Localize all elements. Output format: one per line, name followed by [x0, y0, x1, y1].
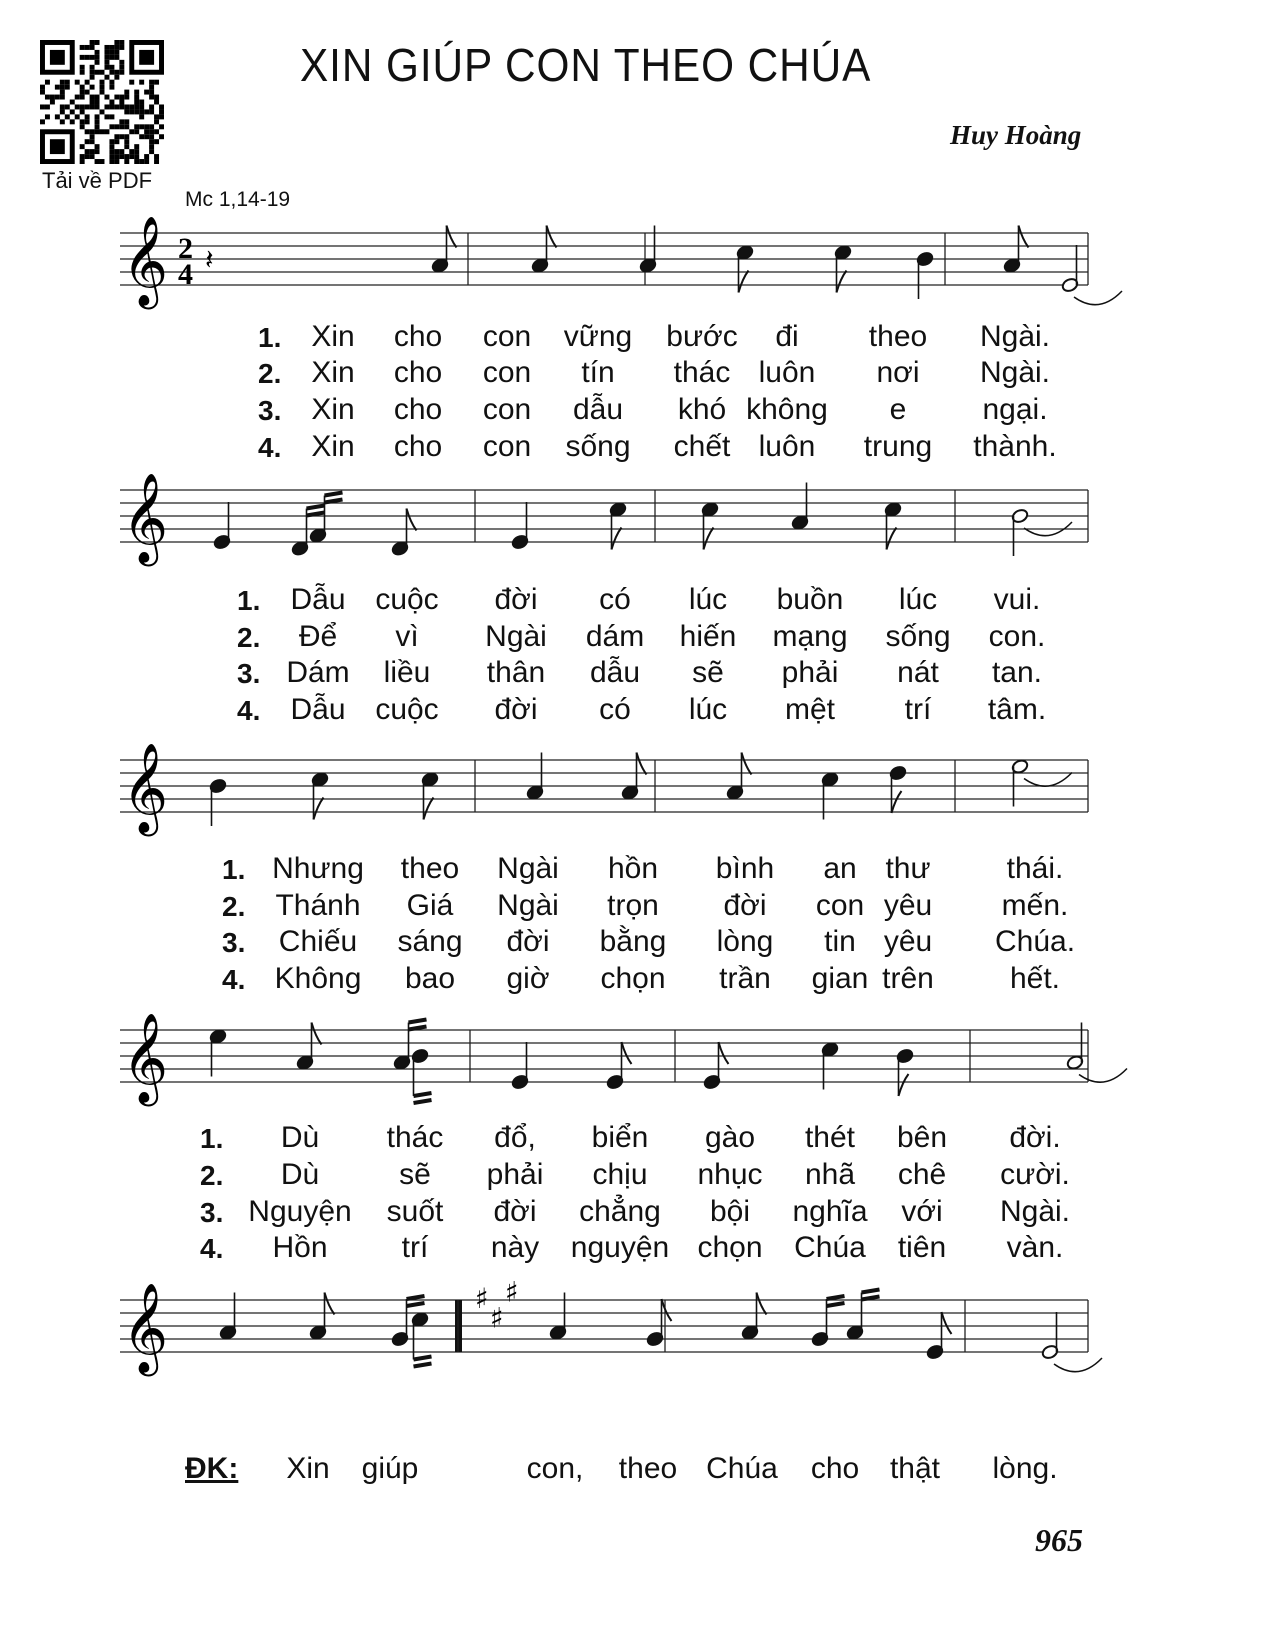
refrain-word: Chúa [706, 1452, 778, 1485]
lyric-word: ngại. [982, 393, 1048, 426]
treble-clef-icon: 𝄞 [122, 1013, 169, 1103]
lyric-word: thân [486, 656, 546, 689]
refrain-label: ĐK: [185, 1452, 239, 1485]
lyric-word: bình [715, 852, 775, 885]
page-number: 965 [1035, 1522, 1083, 1558]
lyric-word: Nhưng [272, 852, 364, 885]
lyric-word: hết. [1009, 962, 1061, 995]
lyric-word: chê [897, 1158, 947, 1191]
lyric-word: Thánh [275, 889, 361, 922]
staff-system [0, 990, 1275, 1130]
lyric-word: Chúa. [994, 925, 1076, 958]
note [1041, 1312, 1102, 1372]
lyric-word: cho [393, 356, 443, 389]
lyric-word: chết [673, 430, 731, 463]
lyric-word: thét [804, 1121, 856, 1154]
verse-number: 1. [222, 854, 246, 885]
lyric-word: nghĩa [792, 1195, 868, 1228]
treble-clef-icon: 𝄞 [122, 473, 169, 563]
lyric-word: bước [666, 320, 738, 353]
lyric-word: trên [882, 962, 934, 995]
staff-system [0, 193, 1275, 333]
lyric-word: mạng [772, 620, 848, 653]
qr-code[interactable] [40, 40, 164, 164]
sharp-icon: ♯ [475, 1282, 489, 1315]
lyric-word: trí [904, 693, 932, 726]
verse-number: 2. [222, 891, 246, 922]
lyric-word: lúc [688, 583, 728, 616]
lyric-word: cười. [1000, 1158, 1070, 1191]
lyric-word: tin [824, 925, 856, 958]
lyric-word: theo [868, 320, 928, 353]
verse-number: 4. [237, 695, 261, 726]
lyric-word: Dám [286, 656, 350, 689]
lyric-word: lúc [898, 583, 938, 616]
lyric-word: dám [585, 620, 645, 653]
note [703, 1042, 729, 1090]
lyric-word: Giá [406, 889, 454, 922]
lyric-word: biển [591, 1121, 649, 1154]
lyric-word: thư [885, 852, 931, 885]
lyric-word: nguyện [570, 1231, 670, 1264]
lyric-word: Xin [311, 356, 355, 389]
note [511, 1042, 529, 1090]
lyric-word: dẫu [589, 656, 641, 689]
lyric-word: Xin [311, 430, 355, 463]
lyric-word: Xin [311, 320, 355, 353]
lyric-word: đời. [1009, 1121, 1061, 1154]
lyric-word: con [482, 430, 532, 463]
lyric-word: sẽ [692, 656, 724, 689]
lyric-word: chẳng [579, 1195, 661, 1228]
lyric-word: con [482, 356, 532, 389]
lyric-word: Để [298, 620, 338, 653]
lyric-word: gào [704, 1121, 756, 1154]
refrain-word: giúp [361, 1452, 419, 1485]
lyric-word: luôn [758, 356, 816, 389]
lyric-word: hiến [679, 620, 737, 653]
lyric-word: vững [563, 320, 633, 353]
lyric-word: hồn [607, 852, 659, 885]
download-pdf-label[interactable]: Tải về PDF [42, 168, 153, 193]
note [309, 493, 343, 544]
verse-number: 1. [200, 1123, 224, 1154]
lyric-word: vì [395, 620, 419, 653]
lyric-word: Dù [280, 1121, 320, 1154]
lyric-word: phải [781, 656, 839, 689]
note [646, 1299, 672, 1347]
lyric-word: sáng [397, 925, 463, 958]
note [1011, 508, 1072, 556]
lyric-word: con [482, 320, 532, 353]
refrain-word: theo [618, 1452, 678, 1485]
lyric-word: tiên [897, 1231, 947, 1264]
lyric-word: giờ [506, 962, 550, 995]
lyric-word: Ngài [497, 889, 559, 922]
verse-number: 3. [222, 927, 246, 958]
lyric-word: liều [383, 656, 431, 689]
lyric-word: thành. [973, 430, 1057, 463]
note [916, 251, 934, 299]
verse-number: 2. [237, 622, 261, 653]
note [606, 1042, 632, 1090]
refrain-word: Xin [286, 1452, 330, 1485]
lyric-word: thái. [1006, 852, 1064, 885]
lyric-word: buồn [776, 583, 844, 616]
lyric-word: chịu [592, 1158, 648, 1191]
lyric-word: an [823, 852, 857, 885]
refrain-word: cho [810, 1452, 860, 1485]
lyric-word: nát [897, 656, 939, 689]
lyric-word: theo [400, 852, 460, 885]
lyric-word: này [490, 1231, 540, 1264]
lyric-word: trí [401, 1231, 429, 1264]
note [511, 502, 529, 550]
lyric-word: đời [506, 925, 550, 958]
lyric-word: cho [393, 393, 443, 426]
lyric-word: thác [386, 1121, 444, 1154]
lyric-word: Dù [280, 1158, 320, 1191]
lyric-word: đời [493, 1195, 537, 1228]
lyric-word: nơi [876, 356, 920, 389]
lyric-word: dẫu [572, 393, 624, 426]
verse-number: 1. [258, 322, 282, 353]
sharp-icon: ♯ [490, 1301, 504, 1335]
lyric-word: sống [885, 620, 951, 653]
verse-number: 2. [258, 358, 282, 389]
lyric-word: tín [581, 356, 615, 389]
lyric-word: trọn [607, 889, 659, 922]
note [846, 1290, 880, 1341]
lyric-word: cho [393, 320, 443, 353]
verse-number: 4. [200, 1233, 224, 1264]
lyric-word: Hồn [272, 1231, 328, 1264]
lyric-word: sống [565, 430, 631, 463]
lyric-word: đời [494, 693, 538, 726]
lyric-word: có [599, 693, 631, 726]
refrain-word: thật [889, 1452, 941, 1485]
lyric-word: con. [988, 620, 1046, 653]
lyric-word: sẽ [399, 1158, 431, 1191]
note [1066, 1023, 1127, 1083]
verse-number: 3. [258, 395, 282, 426]
lyric-word: mến. [1001, 889, 1069, 922]
note [209, 778, 227, 826]
lyric-word: gian [811, 962, 869, 995]
lyric-word: vàn. [1006, 1231, 1064, 1264]
lyric-word: luôn [758, 430, 816, 463]
staff-system [0, 450, 1275, 590]
lyric-word: lúc [688, 693, 728, 726]
verse-number: 3. [237, 658, 261, 689]
lyric-word: đời [723, 889, 767, 922]
lyric-word: cho [393, 430, 443, 463]
lyric-word: không [746, 393, 828, 426]
lyric-word: nhục [697, 1158, 763, 1191]
lyric-word: khó [677, 393, 727, 426]
lyric-word: đời [494, 583, 538, 616]
lyric-word: trung [863, 430, 933, 463]
lyric-word: Ngài. [999, 1195, 1071, 1228]
refrain-word: con, [526, 1452, 584, 1485]
treble-clef-icon: 𝄞 [122, 216, 169, 306]
lyric-word: Ngài. [979, 356, 1051, 389]
note [393, 1020, 427, 1071]
time-signature-bottom: 4 [178, 258, 193, 291]
lyric-word: thác [673, 356, 731, 389]
lyric-word: đi [775, 320, 799, 353]
verse-number: 4. [258, 432, 282, 463]
lyric-word: chọn [697, 1231, 763, 1264]
note [926, 1312, 952, 1360]
lyric-word: bội [709, 1195, 751, 1228]
lyric-word: mệt [784, 693, 836, 726]
quarter-rest-icon: 𝄽 [205, 243, 214, 276]
lyric-word: Ngài [497, 852, 559, 885]
time-signature-top: 2 [178, 232, 193, 265]
verse-number: 2. [200, 1160, 224, 1191]
lyric-word: đổ, [494, 1121, 536, 1154]
lyric-word: tâm. [987, 693, 1047, 726]
treble-clef-icon: 𝄞 [122, 743, 169, 833]
lyric-word: Xin [311, 393, 355, 426]
lyric-word: cuộc [375, 583, 439, 616]
lyric-word: có [599, 583, 631, 616]
staff-system [0, 720, 1275, 860]
note [213, 502, 231, 550]
lyric-word: bằng [599, 925, 667, 958]
sharp-icon: ♯ [505, 1275, 519, 1309]
lyric-word: Chiếu [278, 925, 358, 958]
lyric-word: yêu [883, 889, 933, 922]
lyric-word: lòng [716, 925, 774, 958]
lyric-word: Không [274, 962, 362, 995]
lyric-word: con [815, 889, 865, 922]
verse-number: 3. [200, 1197, 224, 1228]
lyric-word: vui. [993, 583, 1041, 616]
lyric-word: chọn [600, 962, 666, 995]
lyric-word: tan. [991, 656, 1043, 689]
verse-number: 1. [237, 585, 261, 616]
refrain-word: lòng. [992, 1452, 1058, 1485]
lyric-word: nhã [804, 1158, 856, 1191]
verse-number: 4. [222, 964, 246, 995]
lyric-word: trần [719, 962, 771, 995]
lyric-word: Dẫu [290, 583, 346, 616]
lyric-word: Chúa [794, 1231, 866, 1264]
note [1061, 245, 1122, 305]
lyric-word: suốt [386, 1195, 444, 1228]
lyric-word: bao [404, 962, 456, 995]
composer: Huy Hoàng [950, 120, 1082, 150]
lyric-word: Ngài [485, 620, 547, 653]
lyric-word: Ngài. [979, 320, 1051, 353]
lyric-word: Dẫu [290, 693, 346, 726]
note [889, 765, 907, 813]
lyric-word: yêu [883, 925, 933, 958]
lyric-word: Nguyện [248, 1195, 352, 1228]
lyric-word: phải [486, 1158, 544, 1191]
lyric-word: cuộc [375, 693, 439, 726]
lyric-word: bên [896, 1121, 948, 1154]
staff-system [0, 1260, 1275, 1400]
scripture-reference: Mc 1,14-19 [185, 188, 291, 211]
treble-clef-icon: 𝄞 [122, 1283, 169, 1373]
lyric-word: e [889, 393, 907, 426]
lyric-word: với [901, 1195, 943, 1228]
song-title: XIN GIÚP CON THEO CHÚA [300, 39, 872, 91]
lyric-word: con [482, 393, 532, 426]
note [896, 1048, 914, 1096]
